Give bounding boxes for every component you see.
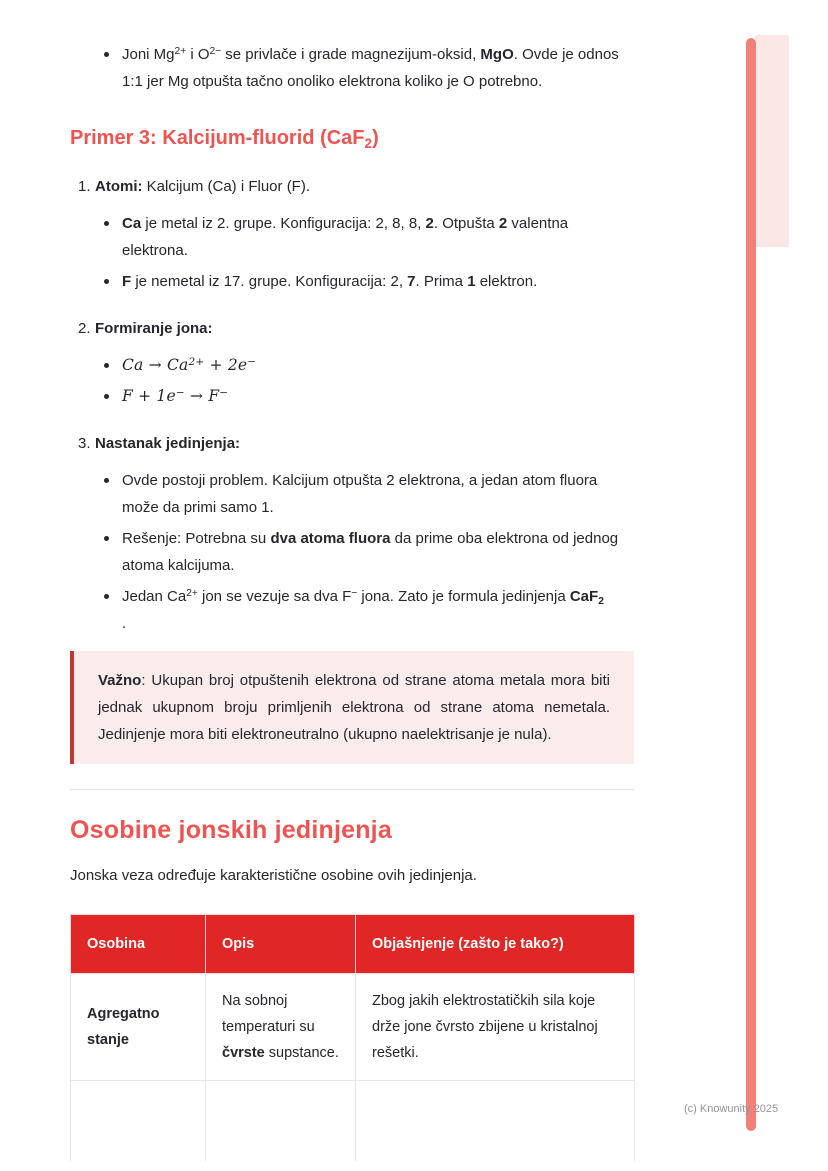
equation-text: F + 1e− → F−	[122, 386, 229, 405]
table-cell-opis: Na sobnoj temperaturi su čvrste supstance.	[206, 974, 356, 1081]
list-item	[104, 467, 634, 521]
bullet-icon	[104, 394, 109, 399]
callout-text: Važno: Ukupan broj otpuštenih elektrona od strane atoma metala mora biti jednak ukupnom broju primljenih elektrona od strane atoma nemetala. Jedinjenje mora biti elektroneutralno (ukupno naelektrisanje je nula).	[98, 672, 610, 743]
section-intro-text: Jonska veza određuje karakteristične osobine ovih jedinjenja.	[70, 867, 477, 884]
table-cell-osobina: Agregatno stanje	[71, 974, 206, 1081]
list-item-text: Rešenje: Potrebna su dva atoma fluora da prime oba elektrona od jednog atoma kalcijuma.	[122, 530, 619, 574]
table-cell	[356, 1081, 635, 1161]
list-item-text: F je nemetal iz 17. grupe. Konfiguracija: 2, 7. Prima 1 elektron.	[122, 273, 538, 290]
sub-list	[70, 210, 634, 295]
numbered-item-formiranje-jona	[70, 315, 634, 410]
list-item-text: Ovde postoji problem. Kalcijum otpušta 2 elektrona, a jedan atom fluora može da primi samo 1.	[122, 472, 598, 516]
watermark-text: (c) Knowunity 2025	[684, 1103, 779, 1115]
intro-list	[70, 36, 634, 95]
sub-list	[70, 352, 634, 410]
list-item-text: Jedan $Ca^{2+}$ jon se vezuje sa dva F− jona. Zato je formula jedinjenja CaF$_2$ .	[122, 587, 604, 632]
numbered-item-nastanak-jedinjenja	[70, 430, 634, 637]
list-number: 2.	[78, 320, 91, 337]
list-item-text: Joni $Mg^{2+}$ i $O^{2-}$ se privlače i grade magnezijum-oksid, MgO. Ovde je odnos 1:1 jer Mg otpušta tačno onoliko elektrona koliko je O potrebno.	[122, 45, 619, 90]
list-item-text: Ca je metal iz 2. grupe. Konfiguracija: 2, 8, 8, 2. Otpušta 2 valentna elektrona.	[122, 215, 569, 259]
numbered-item-atomi	[70, 173, 634, 295]
list-item	[104, 41, 634, 95]
section-divider	[70, 789, 634, 790]
bullet-icon	[104, 52, 109, 57]
table-header-opis: Opis	[206, 915, 356, 974]
list-number: 3.	[78, 435, 91, 452]
list-item	[104, 383, 634, 410]
numbered-item-row	[70, 430, 634, 457]
document-content	[70, 36, 634, 1161]
list-item	[104, 525, 634, 579]
numbered-item-row	[70, 315, 634, 342]
table-cell-objasnjenje: Zbog jakih elektrostatičkih sila koje drže jone čvrsto zbijene u kristalnoj rešetki.	[356, 974, 635, 1081]
numbered-item-text: Formiranje jona:	[95, 320, 213, 337]
bullet-icon	[104, 594, 109, 599]
section-heading-primer3: Primer 3: Kalcijum-fluorid (CaF$_2$)	[70, 127, 379, 151]
bullet-icon	[104, 221, 109, 226]
table-row-partial	[71, 1081, 635, 1161]
section-heading-osobine: Osobine jonskih jedinjenja	[70, 816, 392, 844]
numbered-item-text: Atomi: Kalcijum (Ca) i Fluor (F).	[95, 178, 311, 195]
table-header-row	[71, 915, 635, 974]
list-number: 1.	[78, 178, 91, 195]
table-header-osobina: Osobina	[71, 915, 206, 974]
scroll-ribbon	[746, 38, 756, 1131]
table-cell	[206, 1081, 356, 1161]
list-item	[104, 352, 634, 379]
table-cell	[71, 1081, 206, 1161]
properties-table	[70, 914, 635, 1161]
list-item	[104, 583, 634, 637]
bullet-icon	[104, 478, 109, 483]
list-item	[104, 210, 634, 264]
numbered-item-row	[70, 173, 634, 200]
bullet-icon	[104, 536, 109, 541]
important-callout	[70, 651, 634, 764]
numbered-item-text: Nastanak jedinjenja:	[95, 435, 241, 452]
list-item	[104, 268, 634, 295]
table-header-objasnjenje: Objašnjenje (zašto je tako?)	[356, 915, 635, 974]
page-edge-decoration	[755, 35, 789, 247]
table-row	[71, 974, 635, 1081]
bullet-icon	[104, 279, 109, 284]
equation-text: $Ca \to Ca^{2+} + 2e^-$	[122, 355, 257, 374]
bullet-icon	[104, 363, 109, 368]
sub-list	[70, 467, 634, 637]
